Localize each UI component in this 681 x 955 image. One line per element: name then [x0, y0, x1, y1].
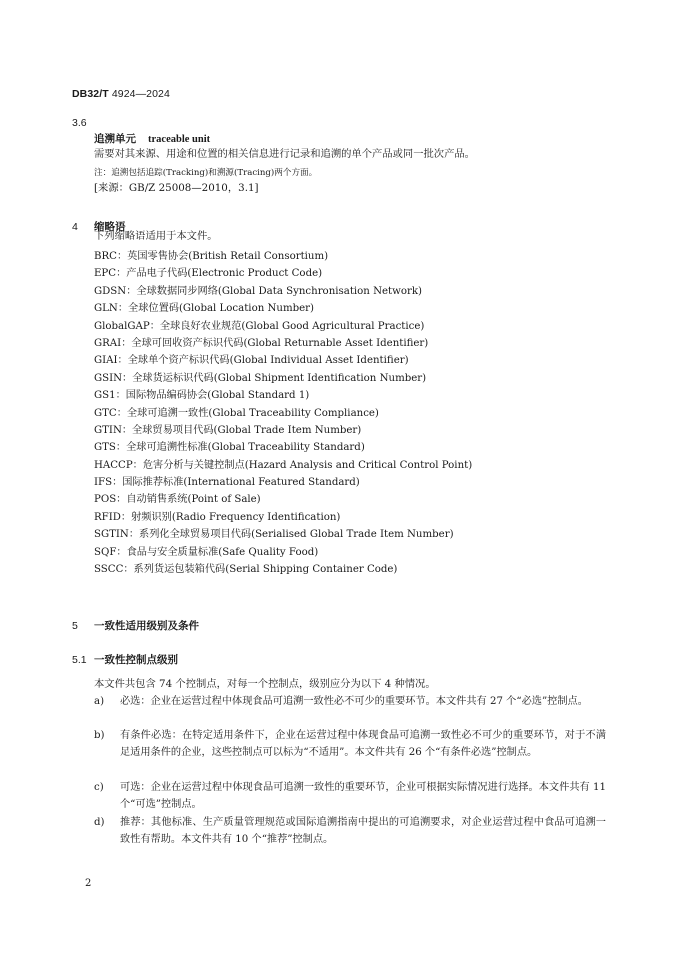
list-item: GLN：全球位置码(Global Location Number): [94, 303, 315, 315]
clause-number: 3.6: [72, 117, 87, 129]
abbreviations-intro: 下列缩略语适用于本文件。: [94, 230, 218, 242]
control-points-intro: 本文件共包含 74 个控制点，对每一个控制点，级别应分为以下 4 种情况。: [94, 678, 436, 690]
section-5-1-heading: 5.1 一致性控制点级别: [72, 654, 178, 666]
list-item: POS：自动销售系统(Point of Sale): [94, 494, 261, 506]
list-item: RFID：射频识别(Radio Frequency Identification): [94, 511, 341, 523]
list-item: EPC：产品电子代码(Electronic Product Code): [94, 268, 323, 280]
list-item: BRC：英国零售协会(British Retail Consortium): [94, 251, 329, 262]
list-item: a) 必选：企业在运营过程中体现食品可追溯一致性必不可少的重要环节。本文件共有 27 个“必选”控制点。: [94, 696, 588, 707]
term-note: 注：追溯包括追踪(Tracking)和溯源(Tracing)两个方面。: [94, 168, 318, 178]
list-item: SQF：食品与安全质量标准(Safe Quality Food): [94, 546, 319, 558]
abbreviation-list: [94, 248, 472, 578]
list-item: c) 可选：企业在运营过程中体现食品可追溯一致性的重要环节，企业可根据实际情况进行选择。本文件共有 11 个“可选”控制点。: [94, 782, 606, 810]
section-5-heading: 5 一致性适用级别及条件: [72, 620, 199, 632]
list-item: GIAI：全球单个资产标识代码(Global Individual Asset Identifier): [94, 355, 409, 367]
page-number: 2: [85, 878, 92, 889]
term-definition: 需要对其来源、用途和位置的相关信息进行记录和追溯的单个产品或同一批次产品。: [94, 148, 475, 160]
section-4-heading: 4 缩略语: [72, 221, 126, 233]
list-item: GTIN：全球贸易项目代码(Global Trade Item Number): [94, 424, 362, 436]
term-source: [来源：GB/Z 25008—2010，3.1]: [94, 182, 259, 194]
list-item: SSCC：系列货运包装箱代码(Serial Shipping Container Code): [94, 564, 398, 576]
list-item: GS1：国际物品编码协会(Global Standard 1): [94, 390, 310, 402]
list-item: IFS：国际推荐标准(International Featured Standard): [94, 477, 360, 489]
list-item: SGTIN：系列化全球贸易项目代码(Serialised Global Trade Item Number): [94, 529, 454, 541]
list-item: GTS：全球可追溯性标准(Global Traceability Standard): [94, 442, 365, 454]
list-item: HACCP：危害分析与关键控制点(Hazard Analysis and Critical Control Point): [94, 459, 473, 471]
list-item: GTC：全球可追溯一致性(Global Traceability Compliance): [94, 407, 379, 419]
list-item: GSIN：全球货运标识代码(Global Shipment Identification Number): [94, 372, 427, 384]
document-code: DB32/T 4924—2024: [72, 88, 170, 100]
list-item: GRAI：全球可回收资产标识代码(Global Returnable Asset Identifier): [94, 337, 429, 349]
list-item: b) 有条件必选：在特定适用条件下，企业在运营过程中体现食品可追溯一致性必不可少的重要环节，对于不满足适用条件的企业，这些控制点可以标为“不适用”。本文件共有 26 个“有条件必选”控制点。: [94, 730, 606, 758]
term-title: 追溯单元 traceable unit: [94, 133, 211, 145]
list-item: GlobalGAP：全球良好农业规范(Global Good Agricultural Practice): [94, 320, 425, 332]
list-item: d) 推荐：其他标准、生产质量管理规范或国际追溯指南中提出的可追溯要求，对企业运营过程中食品可追溯一致性有帮助。本文件共有 10 个“推荐”控制点。: [94, 817, 606, 845]
list-item: GDSN：全球数据同步网络(Global Data Synchronisation Network): [94, 285, 423, 297]
